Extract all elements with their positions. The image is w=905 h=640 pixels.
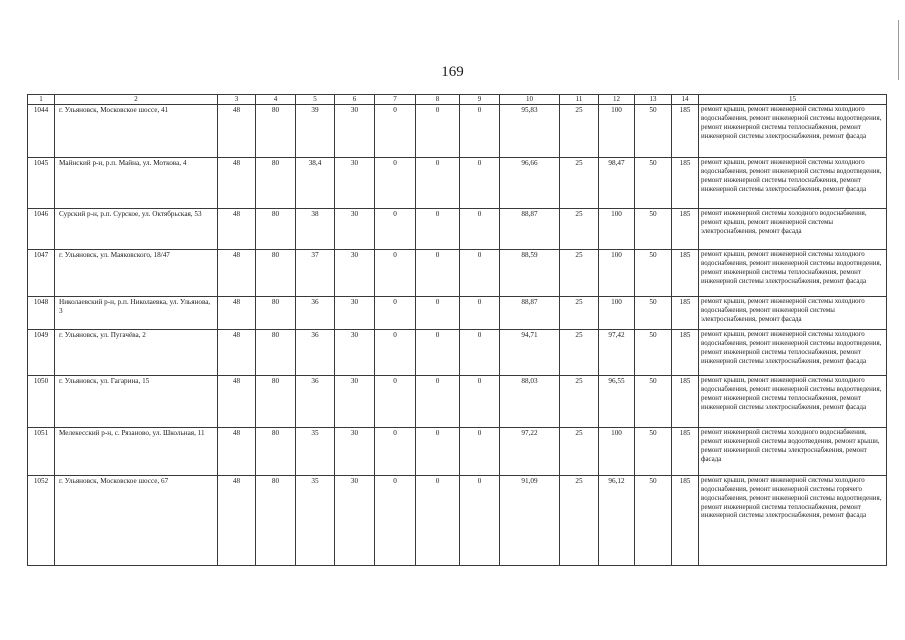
table-row — [28, 250, 887, 297]
value-cell-13: 50 — [635, 376, 672, 428]
value-cell-7: 0 — [375, 209, 416, 250]
column-header-7: 7 — [375, 95, 416, 105]
works-cell: ремонт крыши, ремонт инженерной системы холодного водоснабжения, ремонт инженерной системы водоотведения, ремонт инженерной системы теплоснабжения, ремонт инженерной системы электроснабжения, ремонт фасада — [699, 105, 887, 158]
value-cell-13: 50 — [635, 428, 672, 476]
value-cell-9: 0 — [460, 209, 500, 250]
value-cell-8: 0 — [416, 209, 460, 250]
value-cell-7: 0 — [375, 428, 416, 476]
value-cell-8: 0 — [416, 158, 460, 209]
header-row — [28, 95, 887, 105]
value-cell-13: 50 — [635, 158, 672, 209]
value-cell-3: 48 — [218, 158, 256, 209]
row-number: 1045 — [28, 158, 55, 209]
value-cell-11: 25 — [560, 476, 599, 566]
value-cell-12: 100 — [599, 297, 635, 330]
table-row — [28, 105, 887, 158]
value-cell-8: 0 — [416, 297, 460, 330]
table-row — [28, 376, 887, 428]
value-cell-11: 25 — [560, 250, 599, 297]
value-cell-5: 35 — [296, 476, 335, 566]
value-cell-7: 0 — [375, 105, 416, 158]
value-cell-4: 80 — [256, 158, 296, 209]
value-cell-12: 96,55 — [599, 376, 635, 428]
value-cell-12: 100 — [599, 209, 635, 250]
value-cell-12: 96,12 — [599, 476, 635, 566]
value-cell-6: 30 — [335, 330, 375, 376]
value-cell-3: 48 — [218, 476, 256, 566]
value-cell-14: 185 — [672, 428, 699, 476]
value-cell-9: 0 — [460, 376, 500, 428]
row-number: 1051 — [28, 428, 55, 476]
value-cell-14: 185 — [672, 376, 699, 428]
value-cell-7: 0 — [375, 297, 416, 330]
value-cell-10: 88,59 — [500, 250, 560, 297]
value-cell-12: 100 — [599, 428, 635, 476]
value-cell-7: 0 — [375, 250, 416, 297]
works-cell: ремонт крыши, ремонт инженерной системы холодного водоснабжения, ремонт инженерной системы водоотведения, ремонт инженерной системы теплоснабжения, ремонт инженерной системы электроснабжения, ремонт фасада — [699, 330, 887, 376]
table-body — [28, 105, 887, 566]
column-header-15: 15 — [699, 95, 887, 105]
value-cell-6: 30 — [335, 158, 375, 209]
value-cell-5: 35 — [296, 428, 335, 476]
row-number: 1046 — [28, 209, 55, 250]
value-cell-9: 0 — [460, 250, 500, 297]
value-cell-3: 48 — [218, 330, 256, 376]
table-row — [28, 428, 887, 476]
value-cell-14: 185 — [672, 476, 699, 566]
value-cell-4: 80 — [256, 476, 296, 566]
column-header-5: 5 — [296, 95, 335, 105]
works-cell: ремонт крыши, ремонт инженерной системы холодного водоснабжения, ремонт инженерной системы электроснабжения, ремонт фасада — [699, 297, 887, 330]
value-cell-9: 0 — [460, 330, 500, 376]
value-cell-4: 80 — [256, 209, 296, 250]
value-cell-5: 38 — [296, 209, 335, 250]
row-number: 1044 — [28, 105, 55, 158]
value-cell-5: 36 — [296, 376, 335, 428]
scan-edge-line — [898, 20, 899, 80]
column-header-8: 8 — [416, 95, 460, 105]
value-cell-11: 25 — [560, 209, 599, 250]
works-cell: ремонт крыши, ремонт инженерной системы холодного водоснабжения, ремонт инженерной системы водоотведения, ремонт инженерной системы теплоснабжения, ремонт инженерной системы электроснабжения, ремонт фасада — [699, 250, 887, 297]
works-cell: ремонт крыши, ремонт инженерной системы холодного водоснабжения, ремонт инженерной системы водоотведения, ремонт инженерной системы теплоснабжения, ремонт инженерной системы электроснабжения, ремонт фасада — [699, 376, 887, 428]
value-cell-9: 0 — [460, 158, 500, 209]
row-number: 1049 — [28, 330, 55, 376]
value-cell-11: 25 — [560, 330, 599, 376]
value-cell-11: 25 — [560, 428, 599, 476]
works-cell: ремонт инженерной системы холодного водоснабжения, ремонт крыши, ремонт инженерной системы электроснабжения, ремонт фасада — [699, 209, 887, 250]
address-cell: г. Ульяновск, Московское шоссе, 41 — [55, 105, 218, 158]
value-cell-13: 50 — [635, 209, 672, 250]
value-cell-3: 48 — [218, 297, 256, 330]
value-cell-6: 30 — [335, 105, 375, 158]
value-cell-8: 0 — [416, 105, 460, 158]
value-cell-14: 185 — [672, 209, 699, 250]
table-row — [28, 297, 887, 330]
column-header-13: 13 — [635, 95, 672, 105]
value-cell-10: 88,87 — [500, 209, 560, 250]
value-cell-6: 30 — [335, 428, 375, 476]
table-row — [28, 330, 887, 376]
value-cell-6: 30 — [335, 250, 375, 297]
value-cell-13: 50 — [635, 105, 672, 158]
value-cell-14: 185 — [672, 158, 699, 209]
value-cell-6: 30 — [335, 476, 375, 566]
value-cell-4: 80 — [256, 105, 296, 158]
column-header-9: 9 — [460, 95, 500, 105]
column-header-3: 3 — [218, 95, 256, 105]
value-cell-12: 100 — [599, 250, 635, 297]
column-header-2: 2 — [55, 95, 218, 105]
value-cell-13: 50 — [635, 297, 672, 330]
table-row — [28, 209, 887, 250]
address-cell: г. Ульяновск, ул. Гагарина, 15 — [55, 376, 218, 428]
value-cell-3: 48 — [218, 105, 256, 158]
table-row — [28, 158, 887, 209]
value-cell-14: 185 — [672, 250, 699, 297]
works-cell: ремонт инженерной системы холодного водоснабжения, ремонт инженерной системы водоотведения, ремонт крыши, ремонт инженерной системы электроснабжения, ремонт фасада — [699, 428, 887, 476]
value-cell-4: 80 — [256, 428, 296, 476]
column-header-1: 1 — [28, 95, 55, 105]
value-cell-13: 50 — [635, 250, 672, 297]
address-cell: Майнский р-н, р.п. Майна, ул. Моткова, 4 — [55, 158, 218, 209]
value-cell-11: 25 — [560, 158, 599, 209]
value-cell-5: 36 — [296, 297, 335, 330]
value-cell-10: 94,71 — [500, 330, 560, 376]
value-cell-6: 30 — [335, 297, 375, 330]
value-cell-8: 0 — [416, 476, 460, 566]
value-cell-7: 0 — [375, 158, 416, 209]
column-header-12: 12 — [599, 95, 635, 105]
column-header-14: 14 — [672, 95, 699, 105]
row-number: 1048 — [28, 297, 55, 330]
value-cell-13: 50 — [635, 330, 672, 376]
address-cell: Николаевский р-н, р.п. Николаевка, ул. Ульянова, 3 — [55, 297, 218, 330]
value-cell-11: 25 — [560, 297, 599, 330]
row-number: 1050 — [28, 376, 55, 428]
column-header-10: 10 — [500, 95, 560, 105]
table-row — [28, 476, 887, 566]
value-cell-4: 80 — [256, 250, 296, 297]
column-header-11: 11 — [560, 95, 599, 105]
value-cell-4: 80 — [256, 297, 296, 330]
address-cell: Мелекесский р-н, с. Рязаново, ул. Школьная, 11 — [55, 428, 218, 476]
value-cell-10: 88,03 — [500, 376, 560, 428]
address-cell: г. Ульяновск, Московское шоссе, 67 — [55, 476, 218, 566]
value-cell-6: 30 — [335, 376, 375, 428]
column-header-4: 4 — [256, 95, 296, 105]
value-cell-11: 25 — [560, 376, 599, 428]
value-cell-4: 80 — [256, 330, 296, 376]
value-cell-8: 0 — [416, 376, 460, 428]
value-cell-8: 0 — [416, 330, 460, 376]
value-cell-5: 38,4 — [296, 158, 335, 209]
value-cell-10: 91,09 — [500, 476, 560, 566]
value-cell-3: 48 — [218, 209, 256, 250]
works-cell: ремонт крыши, ремонт инженерной системы холодного водоснабжения, ремонт инженерной системы водоотведения, ремонт инженерной системы теплоснабжения, ремонт инженерной системы электроснабжения, ремонт фасада — [699, 158, 887, 209]
address-cell: г. Ульяновск, ул. Маяковского, 18/47 — [55, 250, 218, 297]
value-cell-5: 39 — [296, 105, 335, 158]
value-cell-8: 0 — [416, 250, 460, 297]
value-cell-6: 30 — [335, 209, 375, 250]
value-cell-3: 48 — [218, 376, 256, 428]
value-cell-7: 0 — [375, 376, 416, 428]
value-cell-12: 98,47 — [599, 158, 635, 209]
value-cell-10: 88,87 — [500, 297, 560, 330]
value-cell-14: 185 — [672, 297, 699, 330]
value-cell-3: 48 — [218, 250, 256, 297]
value-cell-9: 0 — [460, 105, 500, 158]
address-cell: Сурский р-н, р.п. Сурское, ул. Октябрьская, 53 — [55, 209, 218, 250]
value-cell-9: 0 — [460, 476, 500, 566]
value-cell-14: 185 — [672, 330, 699, 376]
value-cell-5: 36 — [296, 330, 335, 376]
repair-table — [27, 94, 887, 566]
value-cell-9: 0 — [460, 428, 500, 476]
value-cell-10: 95,83 — [500, 105, 560, 158]
address-cell: г. Ульяновск, ул. Пугачёва, 2 — [55, 330, 218, 376]
value-cell-4: 80 — [256, 376, 296, 428]
value-cell-3: 48 — [218, 428, 256, 476]
works-cell: ремонт крыши, ремонт инженерной системы холодного водоснабжения, ремонт инженерной системы горячего водоснабжения, ремонт инженерной системы водоотведения, ремонт инженерной системы теплоснабжения, ремонт инженерной системы электроснабжения, ремонт фасада — [699, 476, 887, 566]
page-number: 169 — [441, 64, 464, 80]
value-cell-14: 185 — [672, 105, 699, 158]
value-cell-7: 0 — [375, 330, 416, 376]
value-cell-13: 50 — [635, 476, 672, 566]
value-cell-12: 100 — [599, 105, 635, 158]
value-cell-10: 96,66 — [500, 158, 560, 209]
column-header-6: 6 — [335, 95, 375, 105]
row-number: 1047 — [28, 250, 55, 297]
value-cell-12: 97,42 — [599, 330, 635, 376]
value-cell-5: 37 — [296, 250, 335, 297]
row-number: 1052 — [28, 476, 55, 566]
value-cell-7: 0 — [375, 476, 416, 566]
value-cell-10: 97,22 — [500, 428, 560, 476]
value-cell-9: 0 — [460, 297, 500, 330]
value-cell-11: 25 — [560, 105, 599, 158]
value-cell-8: 0 — [416, 428, 460, 476]
